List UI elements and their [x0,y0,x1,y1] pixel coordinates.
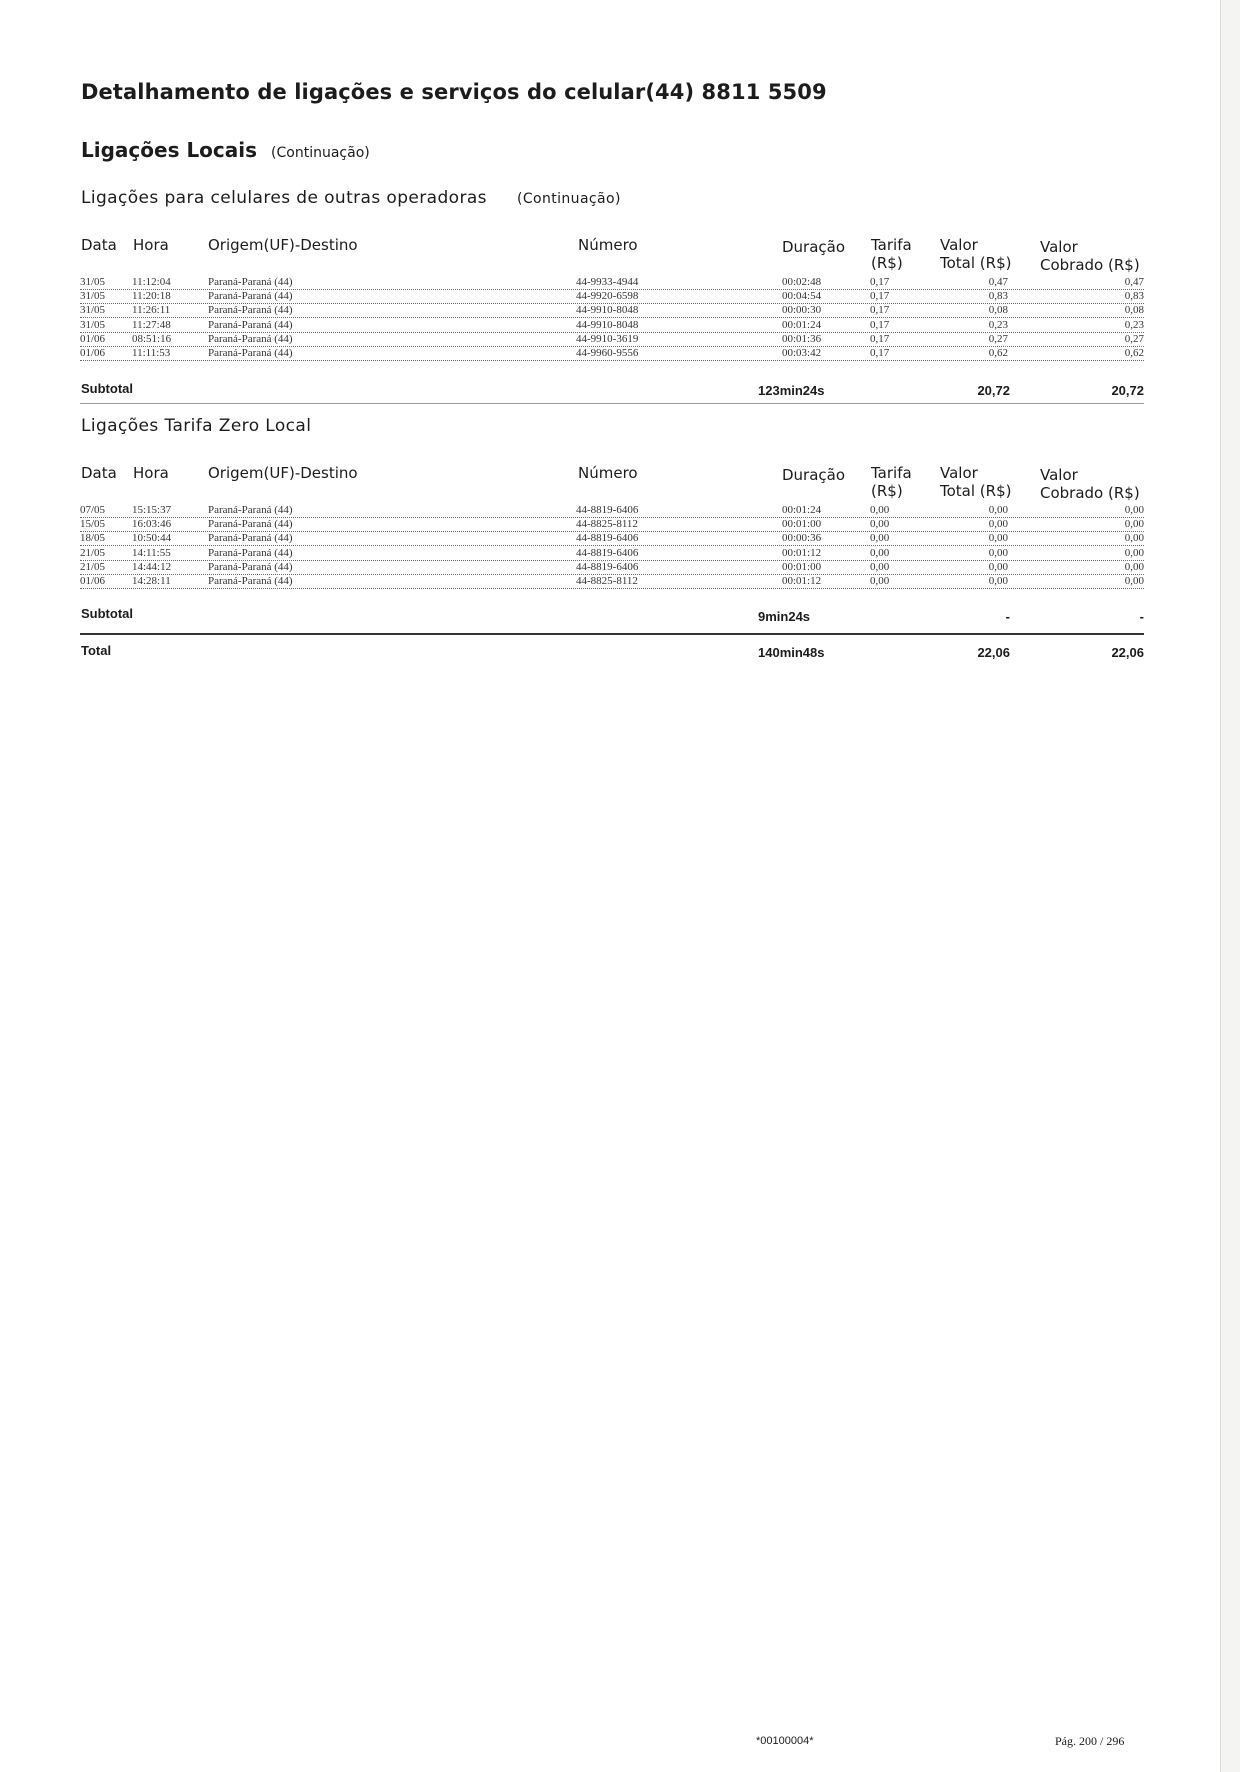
cell-data: 15/05 [80,518,106,531]
cell-origem: Paraná-Paraná (44) [208,318,293,331]
cell-total: 0,23 [988,318,1008,331]
cell-origem: Paraná-Paraná (44) [208,332,293,345]
cell-hora: 15:15:37 [132,504,172,516]
cell-cobrado: 0,00 [1124,518,1144,531]
col-tarifa: Tarifa (R$) [871,236,912,272]
cell-numero: 44-8825-8112 [576,518,638,531]
cell-numero: 44-9910-3619 [576,332,639,345]
block2-subtotal-label: Subtotal [81,606,133,621]
cell-numero: 44-9960-9556 [576,347,639,359]
cell-data: 31/05 [80,276,106,288]
cell-tarifa: 0,17 [870,304,890,317]
cell-cobrado: 0,00 [1124,575,1144,587]
cell-numero: 44-8819-6406 [576,546,639,559]
col-numero: Número [578,464,638,482]
cell-duracao: 00:01:00 [782,560,822,573]
block1-subtotal-label: Subtotal [81,381,133,396]
table-row [80,517,1144,532]
cell-total: 0,47 [988,276,1008,288]
cell-duracao: 00:01:24 [782,504,822,516]
cell-numero: 44-9910-8048 [576,318,639,331]
cell-cobrado: 0,83 [1124,290,1144,303]
cell-tarifa: 0,00 [870,518,890,531]
total-valor-cobrado: 22,06 [1111,645,1144,660]
cell-origem: Paraná-Paraná (44) [208,575,293,587]
cell-origem: Paraná-Paraná (44) [208,518,293,531]
cell-tarifa: 0,17 [870,290,890,303]
cell-total: 0,83 [988,290,1008,303]
cell-duracao: 00:01:12 [782,546,822,559]
block2-subtotal-total: - [1005,609,1010,624]
cell-tarifa: 0,17 [870,332,890,345]
col-duracao: Duração [782,238,846,256]
cell-total: 0,00 [988,518,1008,531]
cell-origem: Paraná-Paraná (44) [208,304,293,317]
block1-title: Ligações para celulares de outras operadoras [81,188,487,208]
cell-numero: 44-8819-6406 [576,532,639,545]
cell-duracao: 00:01:36 [782,332,822,345]
block1-subtotal-total: 20,72 [977,383,1010,398]
cell-hora: 11:11:53 [132,347,171,359]
cell-numero: 44-8825-8112 [576,575,638,587]
cell-tarifa: 0,00 [870,575,890,587]
cell-hora: 14:11:55 [132,546,171,559]
table-row [80,332,1144,347]
page-title: Detalhamento de ligações e serviços do celular(44) 8811 5509 [81,80,827,104]
cell-total: 0,00 [988,546,1008,559]
cell-duracao: 00:00:30 [782,304,822,317]
cell-origem: Paraná-Paraná (44) [208,546,293,559]
cell-data: 31/05 [80,318,106,331]
col-valor-total: Valor Total (R$) [940,464,1012,500]
cell-hora: 11:26:11 [132,304,171,317]
col-hora: Hora [133,236,169,254]
cell-data: 07/05 [80,504,106,516]
cell-duracao: 00:01:00 [782,518,822,531]
cell-data: 21/05 [80,546,106,559]
cell-data: 31/05 [80,304,106,317]
cell-tarifa: 0,17 [870,276,890,288]
section-note: (Continuação) [271,145,370,161]
cell-hora: 08:51:16 [132,332,172,345]
section-heading [81,138,370,162]
cell-numero: 44-9910-8048 [576,304,639,317]
cell-numero: 44-9933-4944 [576,276,639,288]
col-data: Data [81,236,117,254]
table-row [80,560,1144,575]
cell-origem: Paraná-Paraná (44) [208,290,293,303]
cell-origem: Paraná-Paraná (44) [208,560,293,573]
cell-tarifa: 0,17 [870,347,890,359]
table-row [80,275,1144,290]
section-title: Ligações Locais [81,138,258,162]
cell-duracao: 00:03:42 [782,347,822,359]
cell-hora: 14:44:12 [132,560,172,573]
cell-total: 0,00 [988,575,1008,587]
cell-total: 0,00 [988,504,1008,516]
total-label: Total [81,643,112,658]
cell-hora: 14:28:11 [132,575,171,587]
cell-origem: Paraná-Paraná (44) [208,532,293,545]
cell-data: 21/05 [80,560,106,573]
cell-tarifa: 0,00 [870,504,890,516]
barcode-code: *00100004* [756,1735,814,1747]
block1-subtotal-duracao: 123min24s [758,383,825,398]
col-numero: Número [578,236,638,254]
col-valor-cobrado: Valor Cobrado (R$) [1040,466,1140,502]
cell-data: 18/05 [80,532,106,545]
table-row [80,503,1144,518]
total-duracao: 140min48s [758,645,825,660]
cell-cobrado: 0,23 [1124,318,1144,331]
block1-note: (Continuação) [516,191,621,207]
table-row [80,303,1144,318]
cell-hora: 11:27:48 [132,318,171,331]
cell-duracao: 00:04:54 [782,290,822,303]
block2-subtotal-duracao: 9min24s [758,609,811,624]
block2-heading [81,416,311,436]
table-row [80,289,1144,304]
cell-cobrado: 0,62 [1124,347,1144,359]
total-rule [80,633,1144,635]
cell-tarifa: 0,00 [870,546,890,559]
cell-cobrado: 0,08 [1124,304,1144,317]
cell-cobrado: 0,00 [1124,532,1144,545]
cell-tarifa: 0,00 [870,532,890,545]
cell-numero: 44-8819-6406 [576,504,639,516]
col-data: Data [81,464,117,482]
cell-total: 0,00 [988,532,1008,545]
cell-total: 0,27 [988,332,1008,345]
cell-hora: 11:12:04 [132,276,171,288]
cell-cobrado: 0,00 [1124,504,1144,516]
cell-cobrado: 0,27 [1124,332,1144,345]
cell-data: 31/05 [80,290,106,303]
block2-title: Ligações Tarifa Zero Local [81,416,312,436]
cell-duracao: 00:02:48 [782,276,822,288]
table-row [80,346,1144,361]
cell-numero: 44-9920-6598 [576,290,639,303]
cell-total: 0,08 [988,304,1008,317]
cell-origem: Paraná-Paraná (44) [208,504,293,516]
block1-heading [81,188,621,208]
cell-cobrado: 0,00 [1124,546,1144,559]
cell-origem: Paraná-Paraná (44) [208,276,293,288]
page-number: Pág. 200 / 296 [1055,1734,1125,1748]
cell-duracao: 00:00:36 [782,532,822,545]
col-valor-total: Valor Total (R$) [940,236,1012,272]
cell-hora: 16:03:46 [132,518,172,531]
cell-duracao: 00:01:24 [782,318,822,331]
cell-duracao: 00:01:12 [782,575,822,587]
cell-data: 01/06 [80,575,106,587]
cell-tarifa: 0,17 [870,318,890,331]
col-origem: Origem(UF)-Destino [208,236,358,254]
table-row [80,531,1144,546]
total-valor-total: 22,06 [977,645,1010,660]
col-duracao: Duração [782,466,846,484]
cell-tarifa: 0,00 [870,560,890,573]
cell-cobrado: 0,00 [1124,560,1144,573]
cell-total: 0,00 [988,560,1008,573]
col-origem: Origem(UF)-Destino [208,464,358,482]
cell-total: 0,62 [988,347,1008,359]
block1-rule [80,403,1144,404]
cell-numero: 44-8819-6406 [576,560,639,573]
table-row [80,318,1144,333]
table-row [80,546,1144,561]
cell-data: 01/06 [80,347,106,359]
col-valor-cobrado: Valor Cobrado (R$) [1040,238,1140,274]
col-hora: Hora [133,464,169,482]
cell-origem: Paraná-Paraná (44) [208,347,293,359]
cell-cobrado: 0,47 [1124,276,1144,288]
cell-hora: 11:20:18 [132,290,171,303]
cell-hora: 10:50:44 [132,532,172,545]
col-tarifa: Tarifa (R$) [871,464,912,500]
table-row [80,574,1144,589]
block2-subtotal-cobrado: - [1139,609,1144,624]
block1-subtotal-cobrado: 20,72 [1111,383,1144,398]
cell-data: 01/06 [80,332,106,345]
